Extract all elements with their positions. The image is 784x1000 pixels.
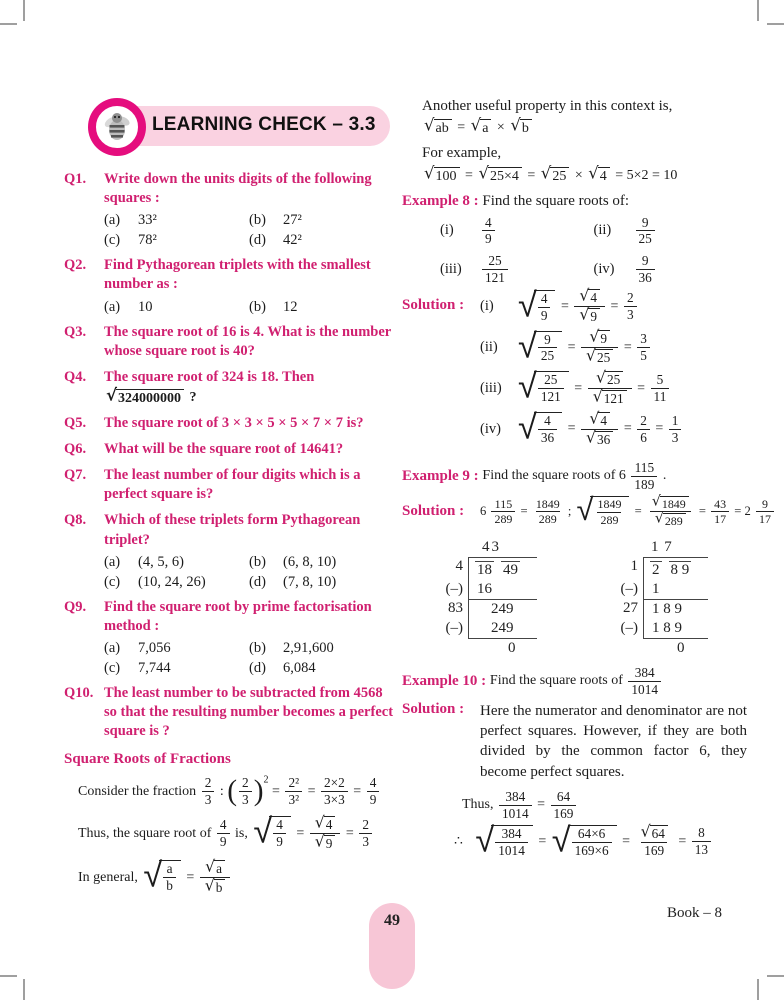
learning-check-banner <box>64 98 394 156</box>
option-item: (d) 6,084 <box>249 659 316 676</box>
long-division-tables <box>436 538 747 658</box>
fractions-section-heading: Square Roots of Fractions <box>64 751 231 768</box>
example10-text: Find the square roots of $\frac{384}{1014}$ <box>490 666 663 697</box>
fractions-line-1: Consider the fraction $\frac{2}{3}$ : ( $\frac{2}{3}$ ) 2 = $\frac{\text{2²}}{\text{3²}}$ = $\frac{2\times 2}{3\times 3}$ = $\frac{4}{9}$ <box>78 776 394 807</box>
question-number: Q5. <box>64 414 87 431</box>
question-options <box>104 212 394 249</box>
example10-solution <box>402 701 747 782</box>
example8-item: (iii) $\frac{25}{121}$ <box>440 254 594 285</box>
solution9-label: Solution : <box>402 503 465 520</box>
question-number: Q9. <box>64 598 87 615</box>
question-text: Which of these triplets form Pythagorean triplet? <box>104 512 361 548</box>
division-table: 1 7 1 2 8 9 (–) 1 27 1 8 9 (–) 1 8 9 0 <box>611 538 708 658</box>
question-row <box>64 598 394 677</box>
banner-title: LEARNING CHECK – 3.3 <box>152 114 376 135</box>
solution10-label: Solution : <box>402 700 465 717</box>
solution-line: (iii) √ $\frac{25}{121}$ = √ 25 √ 121 = $\frac{5}{11}$ <box>480 371 747 406</box>
example9-solution <box>402 492 771 529</box>
solution-line: (iv) √ $\frac{4}{36}$ = √ 4 √ 36 = $\frac{2}{6}$ = $\frac{1}{3}$ <box>480 412 747 447</box>
book-label: Book – 8 <box>666 905 722 921</box>
question-text: The square root of 324 is 18. Then <box>104 368 315 385</box>
question-row <box>64 466 394 504</box>
right-column <box>402 96 771 861</box>
example8-item: (i) $\frac{4}{9}$ <box>440 216 594 247</box>
question-row <box>64 368 394 407</box>
question-text: The least number to be subtracted from 4568 so that the resulting number becomes a perfect square is ? <box>104 684 394 740</box>
question-number: Q7. <box>64 467 87 484</box>
page-number-pill <box>369 903 415 989</box>
solution-line: (i) √ $\frac{4}{9}$ = √ 4 √ 9 = $\frac{2}{3}$ <box>480 289 747 324</box>
bee-icon <box>94 104 140 150</box>
option-item: (a) 10 <box>104 298 153 315</box>
division-table: 43 4 18 49 (–) 16 83 249 (–) 249 0 <box>436 538 537 658</box>
questions-list <box>64 170 394 741</box>
question-number: Q1. <box>64 171 87 187</box>
formula-sqrt-ab: √ ab = √ a × √ b <box>402 119 747 137</box>
example8-items <box>402 216 747 286</box>
question-row <box>64 323 394 361</box>
question-text: Find the square root by prime factorisation method : <box>104 598 372 634</box>
solution-line: (ii) √ $\frac{9}{25}$ = √ 9 √ 25 = $\frac{3}{5}$ <box>480 330 747 365</box>
question-text: Write down the units digits of the following squares : <box>104 171 372 207</box>
option-item: (c) 78² <box>104 232 157 249</box>
question-number: Q8. <box>64 512 87 529</box>
question-row <box>64 511 394 590</box>
question-row <box>64 414 394 433</box>
example9-label: Example 9 : <box>402 467 483 484</box>
question-text: What will be the square root of 14641? <box>104 441 344 457</box>
option-item: (b) (6, 8, 10) <box>249 553 337 570</box>
option-item: (a) 33² <box>104 212 157 229</box>
option-item: (a) (4, 5, 6) <box>104 553 184 570</box>
question-options <box>104 299 394 316</box>
example8-solution-lines <box>480 285 747 453</box>
option-item: (d) (7, 8, 10) <box>249 573 337 590</box>
example8-item: (iv) $\frac{9}{36}$ <box>594 254 748 285</box>
example10-heading <box>402 666 747 697</box>
question-row <box>64 170 394 249</box>
option-item: (c) (10, 24, 26) <box>104 573 206 590</box>
example9-solution-line: 6 $\frac{115}{289}$ = $\frac{1849}{289}$ ; √ $\frac{1849}{289}$ = √ 1849 √ 289 = $\frac{43}{17}$ = 2 $\frac{9}{17}$ <box>480 496 776 528</box>
example8-item: (ii) $\frac{9}{25}$ <box>594 216 748 247</box>
option-item: (d) 42² <box>249 232 302 249</box>
question-text: The square root of 3 × 3 × 5 × 5 × 7 × 7 is? <box>104 414 364 431</box>
question-number: Q3. <box>64 323 87 340</box>
property-intro: Another useful property in this context is, <box>422 98 673 114</box>
question-options <box>104 640 394 677</box>
option-item: (c) 7,744 <box>104 659 171 676</box>
question-text: The square root of 16 is 4. What is the number whose square root is 40? <box>104 323 391 359</box>
formula-sqrt-100: √ 100 = √ 25×4 = √ 25 × √ 4 = 5×2 = 10 <box>424 162 678 184</box>
solution10-body: Here the numerator and denominator are not perfect squares. However, if they are both divided by the common factor 6, they become perfect squares. <box>480 702 747 780</box>
fractions-line-2: Thus, the square root of $\frac{4}{9}$ is, √ $\frac{4}{9}$ = √ 4 √ 9 = $\frac{2}{3}$ <box>78 816 394 851</box>
example9-text: Find the square roots of 6 $\frac{115}{189}$ . <box>482 459 667 492</box>
left-column <box>64 98 394 904</box>
option-item: (b) 27² <box>249 212 302 229</box>
example10-label: Example 10 : <box>402 672 490 689</box>
example8-text: Find the square roots of: <box>482 192 630 209</box>
solution8-label: Solution : <box>402 297 465 314</box>
question-row <box>64 256 394 315</box>
question-text: The least number of four digits which is a perfect square is? <box>104 467 361 503</box>
example8-label: Example 8 : <box>402 192 483 209</box>
question-row <box>64 440 394 459</box>
option-item: (a) 7,056 <box>104 639 171 656</box>
for-example-text: For example, <box>422 145 502 162</box>
final-line: ∴ √ $\frac{384}{1014}$ = √ $\frac{64\times 6}{169\times 6}$ = √ 64 169 = $\frac{8}{13}$ <box>454 825 747 859</box>
question-formula: √ 324000000 ? <box>106 385 197 406</box>
example8-heading <box>402 193 747 210</box>
thus-line: Thus, $\frac{384}{1014}$ = $\frac{64}{169}$ <box>462 790 747 821</box>
fractions-line-3: In general, √ $\frac{a}{b}$ = √ a √ b <box>78 860 394 895</box>
question-number: Q4. <box>64 368 87 385</box>
example9-heading <box>402 461 747 492</box>
question-row <box>64 684 394 741</box>
question-number: Q2. <box>64 257 87 274</box>
question-number: Q10. <box>64 684 94 701</box>
question-number: Q6. <box>64 441 87 457</box>
bee-badge <box>88 98 146 156</box>
question-text: Find Pythagorean triplets with the smallest number as : <box>104 257 371 293</box>
option-item: (b) 2,91,600 <box>249 639 334 656</box>
example8-solution <box>402 285 747 453</box>
page-number: 49 <box>384 912 400 929</box>
option-item: (b) 12 <box>249 298 298 315</box>
question-options <box>104 554 394 591</box>
